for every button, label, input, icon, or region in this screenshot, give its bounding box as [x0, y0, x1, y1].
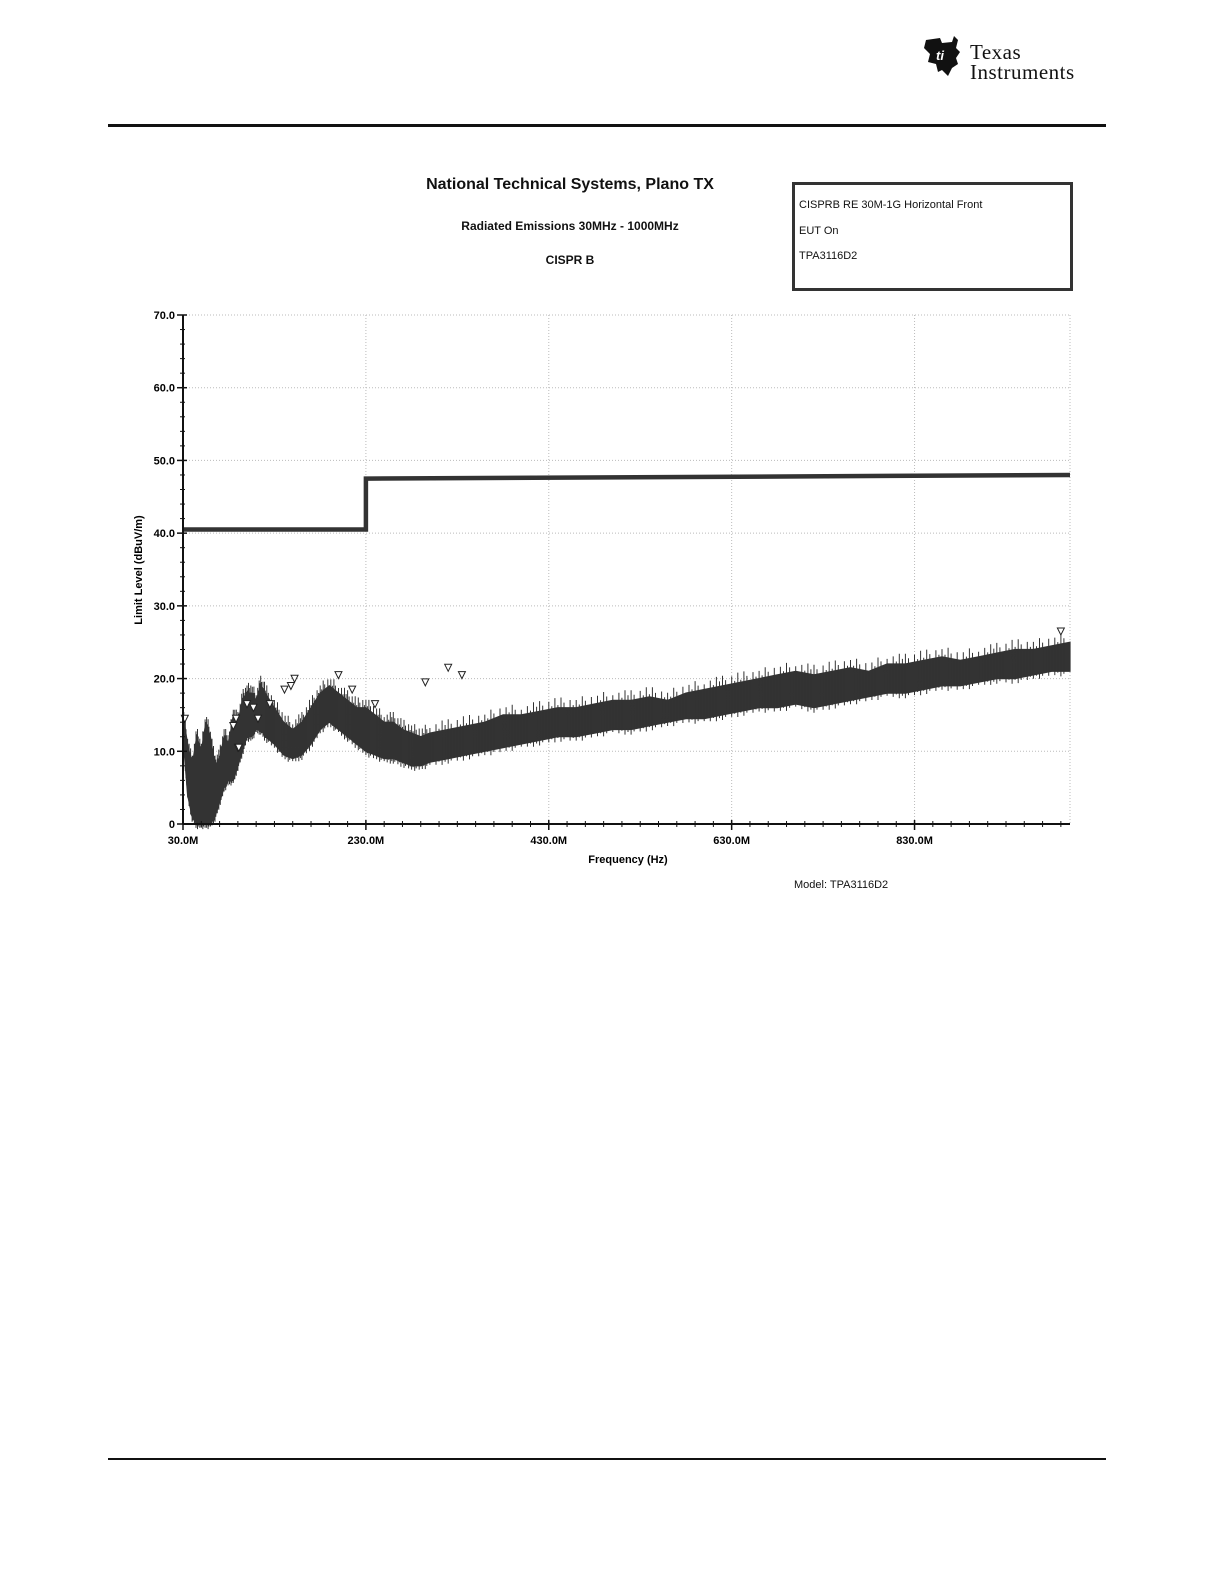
- peak-marker: [1057, 628, 1064, 635]
- limit-line-group: [183, 475, 1070, 530]
- y-tick-label: 20.0: [153, 673, 175, 686]
- y-tick-label: 70.0: [153, 310, 175, 322]
- emissions-band: [183, 634, 1070, 829]
- chart-axes: [154, 310, 1070, 847]
- y-tick-label: 30.0: [153, 600, 175, 613]
- limit-line: [183, 475, 1070, 530]
- x-tick-label: 630.0M: [713, 835, 751, 847]
- y-tick-label: 10.0: [153, 746, 175, 759]
- y-tick-label: 40.0: [153, 528, 175, 541]
- peak-marker: [281, 686, 288, 693]
- x-tick-label: 430.0M: [530, 835, 568, 847]
- info-line-eut: EUT On: [799, 225, 839, 237]
- logo-word-texas: Texas: [970, 40, 1022, 64]
- y-axis-label: Limit Level (dBuV/m): [133, 515, 145, 625]
- chart-subtitle: Radiated Emissions 30MHz - 1000MHz: [461, 219, 679, 233]
- x-axis-label: Frequency (Hz): [588, 854, 668, 866]
- x-tick-label: 30.0M: [167, 835, 199, 847]
- y-tick-label: 50.0: [153, 455, 175, 468]
- info-line-test: CISPRB RE 30M-1G Horizontal Front: [799, 199, 983, 211]
- logo-word-instruments: Instruments: [970, 60, 1075, 84]
- model-footnote: Model: TPA3116D2: [794, 879, 889, 891]
- info-line-device: TPA3116D2: [799, 250, 858, 262]
- svg-text:ti: ti: [936, 48, 944, 63]
- peak-marker: [349, 686, 356, 693]
- peak-marker: [445, 664, 452, 671]
- y-tick-label: 0: [168, 819, 175, 831]
- peak-marker: [372, 701, 379, 708]
- peak-marker: [458, 672, 465, 679]
- x-tick-label: 830.0M: [896, 835, 933, 847]
- chart-grid: [183, 315, 1070, 824]
- chart-title: National Technical Systems, Plano TX: [426, 176, 714, 193]
- y-tick-label: 60.0: [153, 382, 175, 395]
- peak-marker: [335, 672, 342, 679]
- x-tick-label: 230.0M: [347, 835, 385, 847]
- chart-subtitle-standard: CISPR B: [545, 253, 595, 267]
- footer-rule: [108, 1458, 1106, 1460]
- peak-marker: [422, 679, 429, 686]
